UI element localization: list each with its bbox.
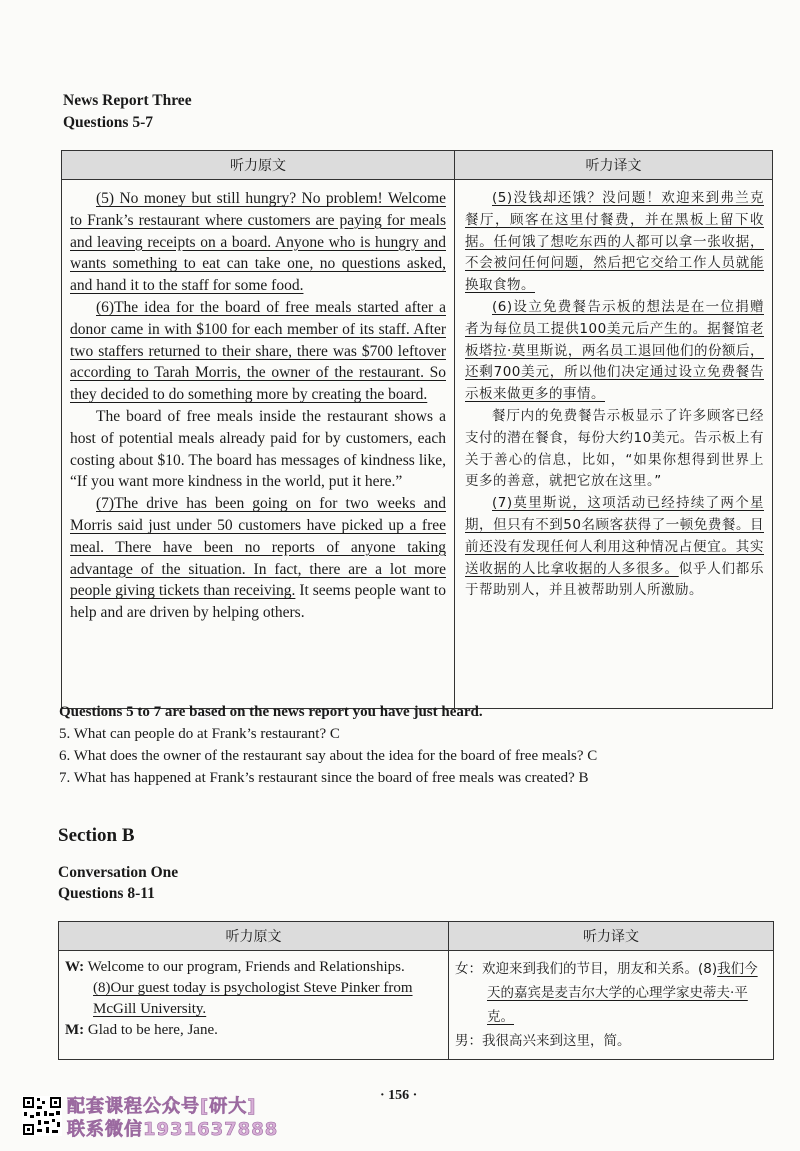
header-translation-2: 听力译文 <box>449 922 774 951</box>
en-paragraph-board: The board of free meals inside the restaurant shows a host of potential meals already paid for by customers, each costing about $10. The board has messages of kindness like, “If you want more kindness in the world, put it here.” <box>70 407 446 491</box>
header-original: 听力原文 <box>62 151 455 180</box>
zh-line-m: 男：我很高兴来到这里，简。 <box>455 1033 631 1049</box>
en-paragraph-7: (7)The drive has been going on for two weeks and Morris said just under 50 customers have picked up a free meal. There have been no reports of anyone taking advantage of the situation. In fact, there are a lot more people giving tickets than receiving. It seems people want to help and are driven by helping others. <box>70 495 446 622</box>
qr-code-icon <box>22 1096 62 1136</box>
conversation-table <box>58 921 774 1060</box>
questions-intro: Questions 5 to 7 are based on the news report you have just heard. <box>59 704 483 720</box>
en-paragraph-5: (5) No money but still hungry? No problem! Welcome to Frank’s restaurant where customers are paying for meals and leaving receipts on a board. Anyone who is hungry and wants something to eat can take one, no questions asked, and hand it to the staff for some food. <box>70 190 446 295</box>
report-title: News Report Three <box>63 92 192 109</box>
conversation-title: Conversation One <box>58 864 179 881</box>
line-m: M: Glad to be here, Jane. <box>65 1022 218 1038</box>
header-original-2: 听力原文 <box>59 922 449 951</box>
conversation-english <box>59 951 449 1060</box>
line-w: W: Welcome to our program, Friends and Relationships. (8)Our guest today is psychologist Steve Pinker from McGill University. <box>65 959 413 1017</box>
transcript-table <box>61 150 773 709</box>
zh-paragraph-6: (6)设立免费餐告示板的想法是在一位捐赠者为每位员工提供100美元后产生的。据餐馆老板塔拉·莫里斯说，两名员工退回他们的份额后，还剩700美元，所以他们决定通过设立免费餐告示板来做更多的事情。 <box>465 298 764 403</box>
conversation-chinese <box>449 951 774 1060</box>
section-title: Section B <box>58 825 135 846</box>
zh-paragraph-5: (5)没钱却还饿？没问题！欢迎来到弗兰克餐厅，顾客在这里付餐费，并在黑板上留下收据。任何饿了想吃东西的人都可以拿一张收据，不会被问任何问题，然后把它交给工作人员就能换取食物。 <box>465 190 764 294</box>
question-5: 5. What can people do at Frank’s restaurant? C <box>59 726 340 742</box>
header-translation: 听力译文 <box>455 151 773 180</box>
question-6: 6. What does the owner of the restaurant say about the idea for the board of free meals? C <box>59 748 598 764</box>
zh-paragraph-board: 餐厅内的免费餐告示板显示了许多顾客已经支付的潜在餐食，每份大约10美元。告示板上有关于善心的信息，比如，“如果你想得到世界上更多的善意，就把它放在这里。” <box>465 407 764 490</box>
english-transcript <box>62 180 455 709</box>
en-paragraph-6: (6)The idea for the board of free meals started after a donor came in with $100 for each member of its staff. After two staffers returned to their share, there was $700 leftover according to Tarah Morris, the owner of the restaurant. So they decided to do something more by creating the board. <box>70 298 446 404</box>
page-number: · 156 · <box>380 1088 418 1103</box>
questions-range: Questions 5-7 <box>63 114 153 131</box>
zh-paragraph-7: (7)莫里斯说，这项活动已经持续了两个星期，但只有不到50名顾客获得了一顿免费餐。目前还没有发现任何人利用这种情况占便宜。其实送收据的人比拿收据的人多很多。似乎人们都乐于帮助别人，并且被帮助别人所激励。 <box>465 495 764 599</box>
zh-line-w: 女：欢迎来到我们的节目，朋友和关系。(8)我们今天的嘉宾是麦吉尔大学的心理学家史蒂夫·平克。 <box>455 961 758 1025</box>
watermark-line1: 配套课程公众号[研大] <box>67 1096 257 1117</box>
conversation-range: Questions 8-11 <box>58 885 155 902</box>
watermark-line2: 联系微信1931637888 <box>67 1119 279 1140</box>
chinese-translation <box>455 180 773 709</box>
question-7: 7. What has happened at Frank’s restaurant since the board of free meals was created? B <box>59 770 589 786</box>
